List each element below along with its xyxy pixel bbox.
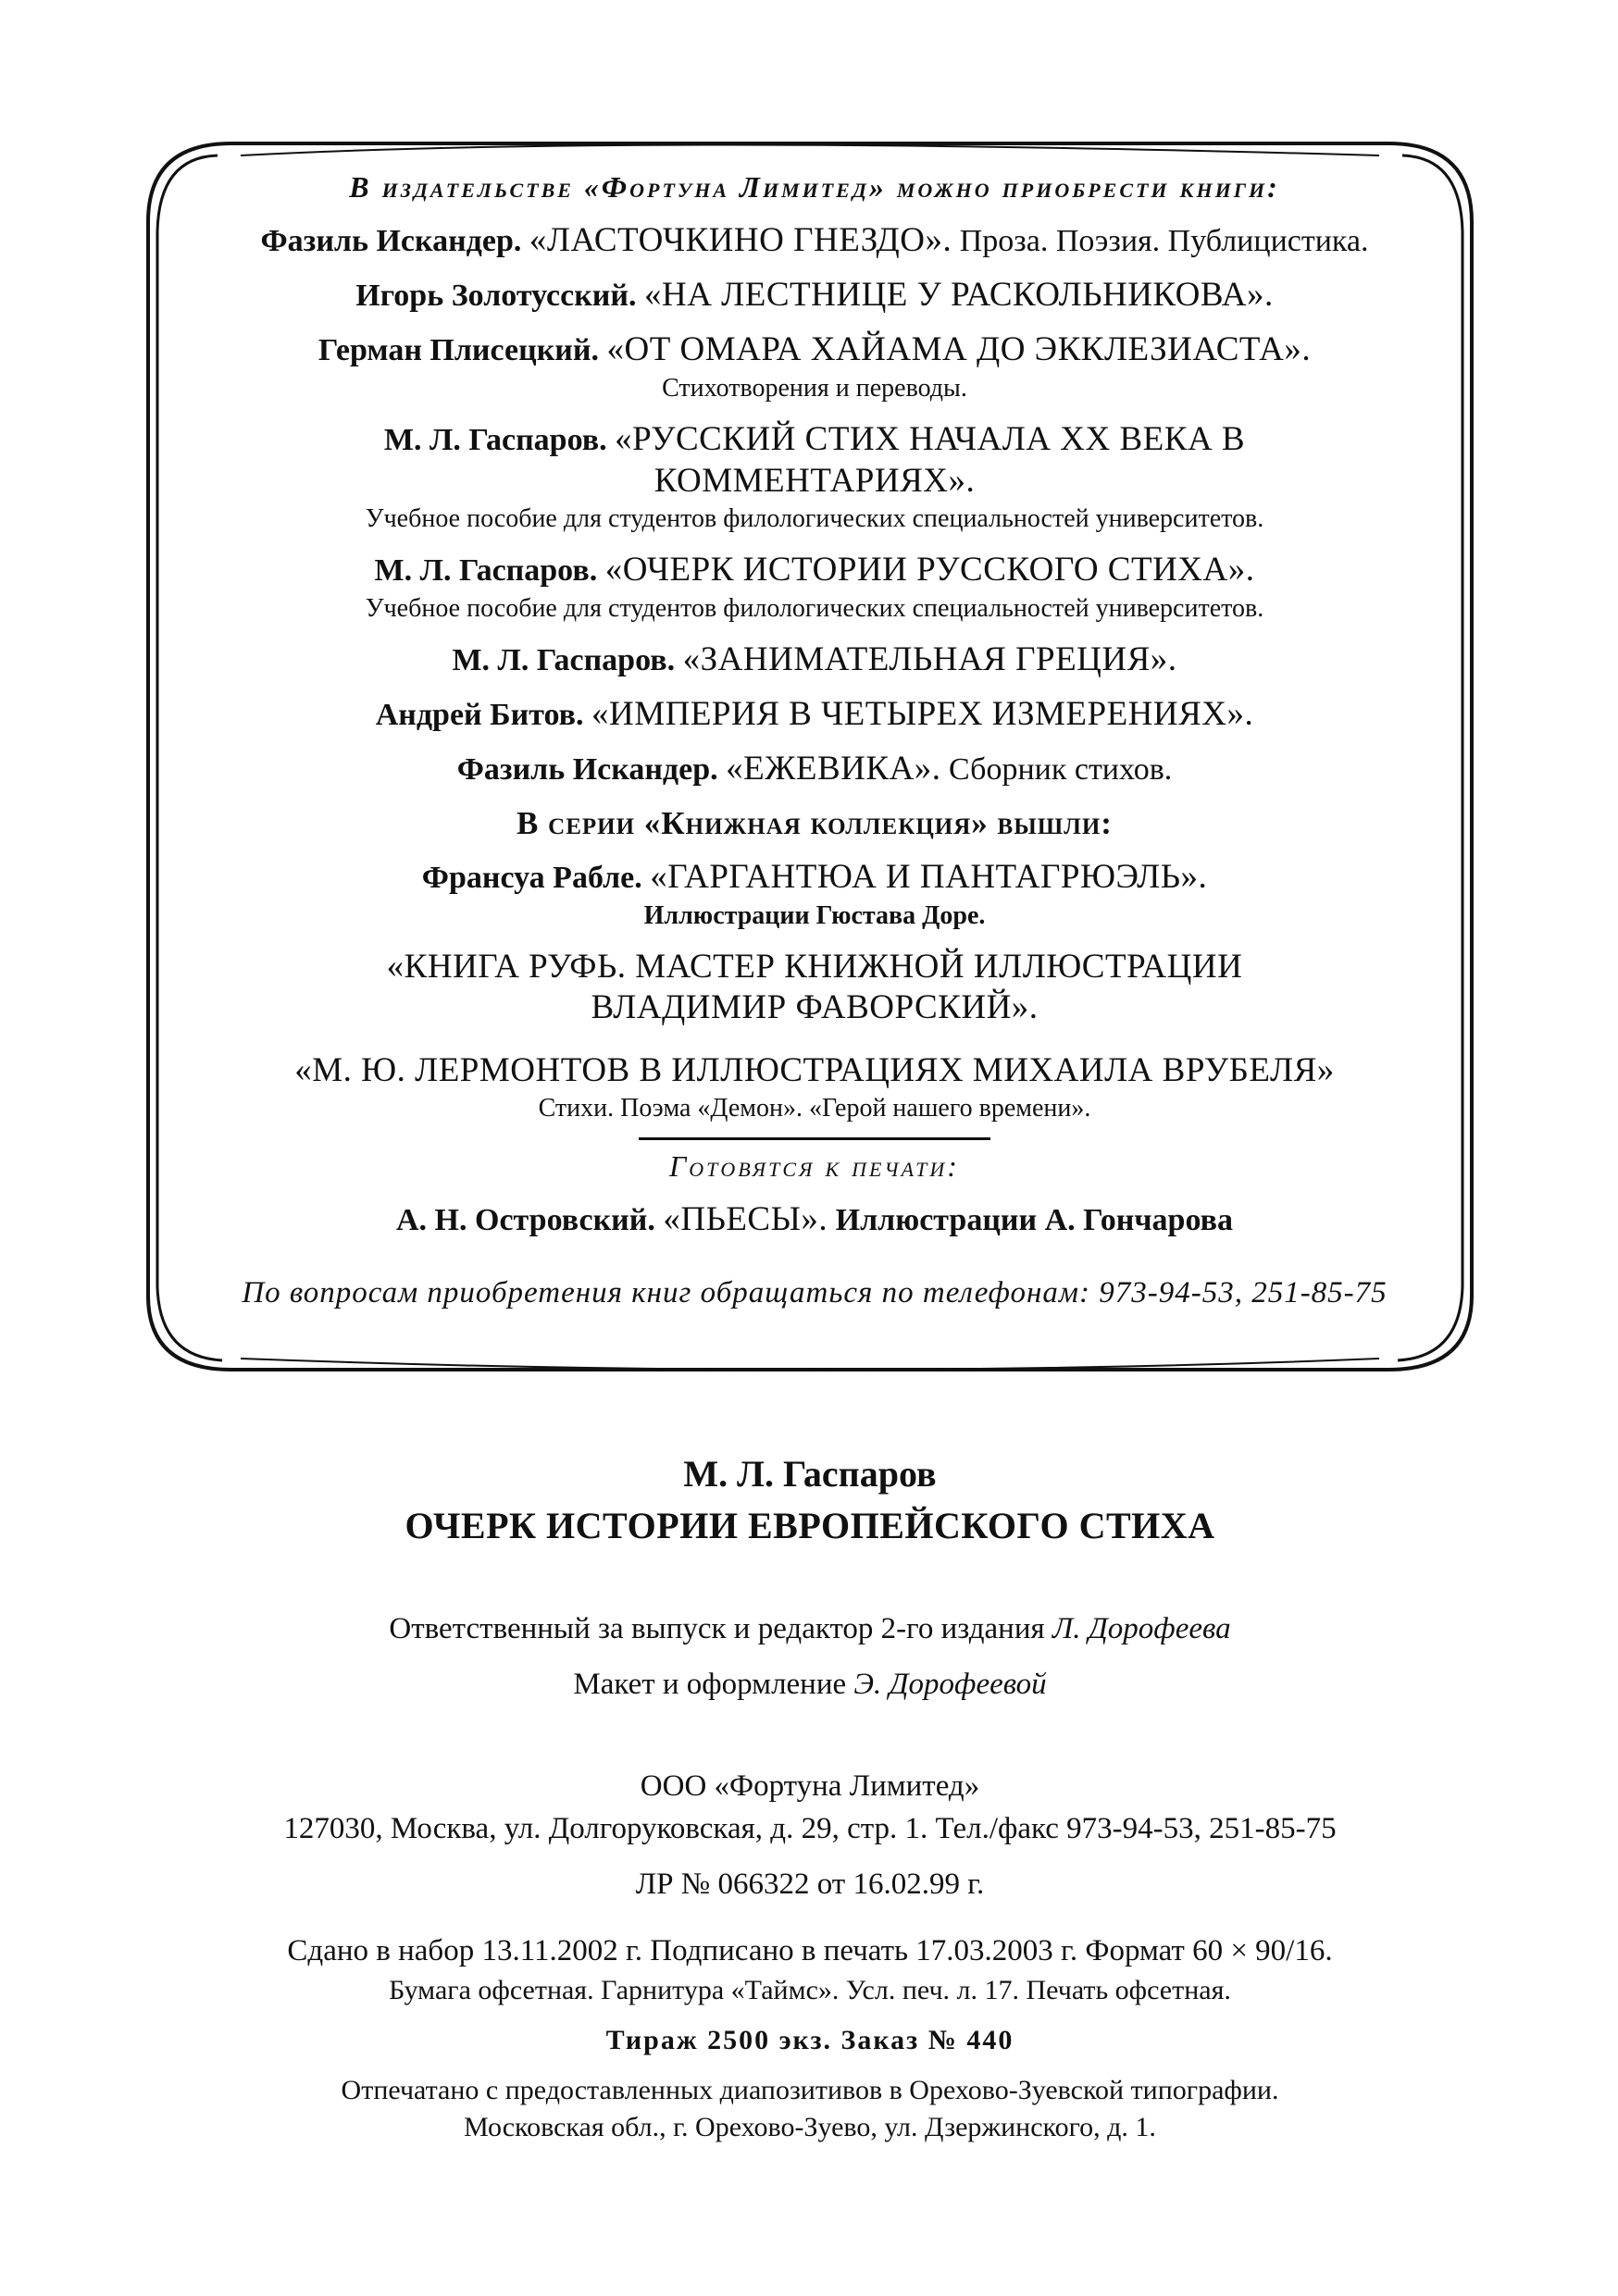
- book-author: А. Н. Островский.: [396, 1203, 655, 1237]
- series-header: В серии «Книжная коллекция» вышли:: [517, 805, 1113, 841]
- imprint-block: [185, 1448, 1435, 2146]
- book-title: «ЕЖЕВИКА».: [726, 750, 941, 788]
- book-author: М. Л. Гаспаров.: [383, 423, 607, 457]
- book-title: «НА ЛЕСТНИЦЕ У РАСКОЛЬНИКОВА».: [643, 276, 1274, 314]
- book-subtitle: Иллюстрации Гюстава Доре.: [643, 901, 986, 930]
- print-info: Сдано в набор 13.11.2002 г. Подписано в печать 17.03.2003 г. Формат 60 × 90/16.: [287, 1934, 1333, 1967]
- ad-header: В издательстве «Фортуна Лимитед» можно приобрести книги:: [349, 170, 1280, 204]
- editor-line: [185, 1607, 1435, 1650]
- book-author: Андрей Битов.: [375, 698, 584, 732]
- book-note: Сборник стихов.: [949, 752, 1173, 787]
- book-subtitle: Стихотворения и переводы.: [662, 374, 967, 403]
- book-entry: [167, 639, 1462, 681]
- editor-prefix: Ответственный за выпуск и редактор 2-го издания: [389, 1612, 1045, 1645]
- book-subtitle: Учебное пособие для студентов филологических специальностей университетов.: [365, 594, 1264, 623]
- upcoming-entry: [167, 1199, 1462, 1241]
- phone-line: По вопросам приобретения книг обращаться по телефонам: 973-94-53, 251-85-75: [242, 1276, 1388, 1309]
- book-note: Проза. Поэзия. Публицистика.: [959, 224, 1369, 258]
- book-title: «ИМПЕРИЯ В ЧЕТЫРЕХ ИЗМЕРЕНИЯХ».: [591, 695, 1254, 733]
- series-entry: [167, 857, 1462, 899]
- book-entry: [167, 275, 1462, 316]
- publisher-advertisement: [167, 167, 1462, 1313]
- book-entry: [167, 749, 1462, 790]
- book-subtitle: Стихи. Поэма «Демон». «Герой нашего времени».: [538, 1094, 1091, 1123]
- book-entry: [167, 550, 1462, 591]
- book-note: Иллюстрации А. Гончарова: [835, 1203, 1233, 1237]
- book-author: Игорь Золотусский.: [355, 279, 637, 313]
- imprint-author: М. Л. Гаспаров: [683, 1453, 937, 1495]
- book-title: «М. Ю. ЛЕРМОНТОВ В ИЛЛЮСТРАЦИЯХ МИХАИЛА ВРУБЕЛЯ»: [294, 1051, 1335, 1089]
- book-author: Фазиль Искандер.: [456, 752, 718, 787]
- editor-name: Л. Дорофеева: [1052, 1612, 1231, 1645]
- layout-line: [185, 1663, 1435, 1706]
- book-title-continued: ВЛАДИМИР ФАВОРСКИЙ».: [591, 988, 1039, 1026]
- book-author: Фазиль Искандер.: [260, 224, 522, 258]
- book-title: «РУССКИЙ СТИХ НАЧАЛА XX ВЕКА В: [615, 420, 1246, 458]
- book-author: Франсуа Рабле.: [421, 861, 642, 895]
- layout-prefix: Макет и оформление: [573, 1668, 847, 1701]
- book-title: «ОТ ОМАРА ХАЙАМА ДО ЭККЛЕЗИАСТА».: [606, 330, 1312, 368]
- printed-at: Отпечатано с предоставленных диапозитивов в Орехово-Зуевской типографии.: [341, 2075, 1279, 2105]
- book-entry: [167, 329, 1462, 371]
- book-author: М. Л. Гаспаров.: [374, 553, 598, 588]
- license-number: ЛР № 066322 от 16.02.99 г.: [635, 1868, 985, 1901]
- publisher-address: 127030, Москва, ул. Долгоруковская, д. 29, стр. 1. Тел./факс 973-94-53, 251-85-75: [283, 1812, 1337, 1845]
- book-author: Герман Плисецкий.: [317, 333, 599, 367]
- printed-at: Московская обл., г. Орехово-Зуево, ул. Дзержинского, д. 1.: [464, 2112, 1156, 2142]
- circulation: Тираж 2500 экз. Заказ № 440: [605, 2025, 1014, 2055]
- book-title: «ГАРГАНТЮА И ПАНТАГРЮЭЛЬ».: [650, 858, 1208, 896]
- divider: [639, 1137, 990, 1140]
- book-title: «ПЬЕСЫ».: [663, 1200, 828, 1238]
- book-title: «ЗАНИМАТЕЛЬНАЯ ГРЕЦИЯ».: [682, 640, 1177, 678]
- print-info: Бумага офсетная. Гарнитура «Таймс». Усл. печ. л. 17. Печать офсетная.: [389, 1975, 1231, 2005]
- imprint-title: ОЧЕРК ИСТОРИИ ЕВРОПЕЙСКОГО СТИХА: [404, 1505, 1215, 1546]
- layout-name: Э. Дорофеевой: [853, 1668, 1047, 1701]
- book-entry: [167, 220, 1462, 262]
- book-title: «ОЧЕРК ИСТОРИИ РУССКОГО СТИХА».: [604, 551, 1255, 589]
- book-title: «КНИГА РУФЬ. МАСТЕР КНИЖНОЙ ИЛЛЮСТРАЦИИ: [386, 948, 1243, 986]
- book-title: «ЛАСТОЧКИНО ГНЕЗДО».: [529, 221, 952, 259]
- publisher-name: ООО «Фортуна Лимитед»: [640, 1769, 980, 1803]
- book-author: М. Л. Гаспаров.: [452, 643, 676, 677]
- upcoming-header: Готовятся к печати:: [669, 1149, 960, 1183]
- book-entry: [167, 419, 1462, 461]
- book-entry: [167, 694, 1462, 736]
- book-title-continued: КОММЕНТАРИЯХ».: [653, 462, 976, 500]
- book-subtitle: Учебное пособие для студентов филологических специальностей университетов.: [365, 504, 1264, 533]
